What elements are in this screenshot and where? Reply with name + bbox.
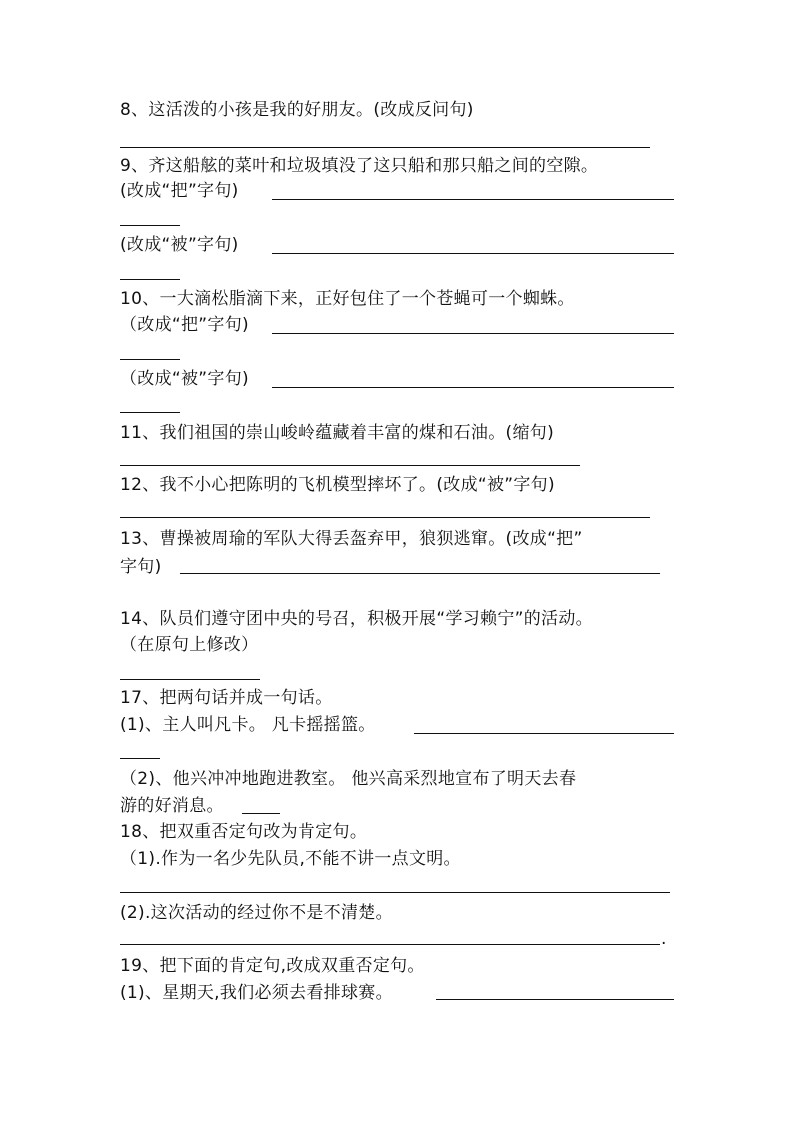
q18-sub1-answer-line[interactable] — [120, 892, 670, 893]
q13-answer-line[interactable] — [180, 573, 660, 574]
q11-answer-line[interactable] — [120, 465, 580, 466]
q14-question: 14、队员们遵守团中央的号召，积极开展“学习赖宁”的活动。 — [120, 609, 593, 629]
q10-sub2-answer-line[interactable] — [272, 387, 674, 388]
q18-sub2: (2).这次活动的经过你不是不清楚。 — [120, 903, 393, 923]
q17-sub1-answer-line[interactable] — [414, 733, 674, 734]
q12-answer-line[interactable] — [120, 517, 650, 518]
q10-sub2-answer-line-cont[interactable] — [120, 412, 180, 413]
q8-question: 8、这活泼的小孩是我的好朋友。(改成反问句) — [120, 100, 474, 120]
q17-sub2-answer-line[interactable] — [242, 813, 280, 814]
q9-sub1-answer-line-cont[interactable] — [120, 225, 180, 226]
q10-sub2-label: （改成“被”字句) — [120, 369, 249, 389]
q17-sub1: (1)、主人叫凡卡。 凡卡摇摇篮。 — [120, 715, 376, 735]
q13-question-cont: 字句) — [120, 557, 162, 577]
q9-sub1-label: (改成“把”字句) — [120, 181, 239, 201]
q17-sub2: （2)、他兴冲冲地跑进教室。 他兴高采烈地宣布了明天去春 — [120, 769, 577, 789]
q17-sub2-cont: 游的好消息。 — [120, 796, 224, 816]
q8-answer-line[interactable] — [120, 147, 650, 148]
q10-question: 10、一大滴松脂滴下来，正好包住了一个苍蝇可一个蜘蛛。 — [120, 289, 575, 309]
q14-answer-line[interactable] — [120, 679, 260, 680]
q18-sub2-answer-line[interactable] — [120, 944, 660, 945]
q9-sub2-answer-line-cont[interactable] — [120, 279, 180, 280]
q19-title: 19、把下面的肯定句,改成双重否定句。 — [120, 956, 425, 976]
q18-sub1: （1).作为一名少先队员,不能不讲一点文明。 — [120, 849, 461, 869]
q10-sub1-answer-line[interactable] — [272, 333, 674, 334]
q18-end-mark: . — [661, 929, 667, 949]
q9-sub2-label: (改成“被”字句) — [120, 235, 239, 255]
q19-sub1-answer-line[interactable] — [436, 999, 674, 1000]
q14-instruction: （在原句上修改） — [120, 635, 259, 655]
q10-sub1-label: （改成“把”字句) — [120, 315, 249, 335]
q18-title: 18、把双重否定句改为肯定句。 — [120, 822, 368, 842]
q19-sub1: (1)、星期天,我们必须去看排球赛。 — [120, 983, 393, 1003]
q9-sub2-answer-line[interactable] — [272, 253, 674, 254]
q17-sub1-answer-line-cont[interactable] — [120, 758, 160, 759]
q17-title: 17、把两句话并成一句话。 — [120, 688, 333, 708]
q12-question: 12、我不小心把陈明的飞机模型摔坏了。(改成“被”字句) — [120, 475, 555, 495]
q11-question: 11、我们祖国的崇山峻岭蕴藏着丰富的煤和石油。(缩句) — [120, 423, 554, 443]
q9-question: 9、齐这船舷的菜叶和垃圾填没了这只船和那只船之间的空隙。 — [120, 156, 599, 176]
q13-question: 13、曹操被周瑜的军队大得丢盔弃甲，狼狈逃窜。(改成“把” — [120, 529, 583, 549]
q10-sub1-answer-line-cont[interactable] — [120, 359, 180, 360]
q9-sub1-answer-line[interactable] — [272, 199, 674, 200]
